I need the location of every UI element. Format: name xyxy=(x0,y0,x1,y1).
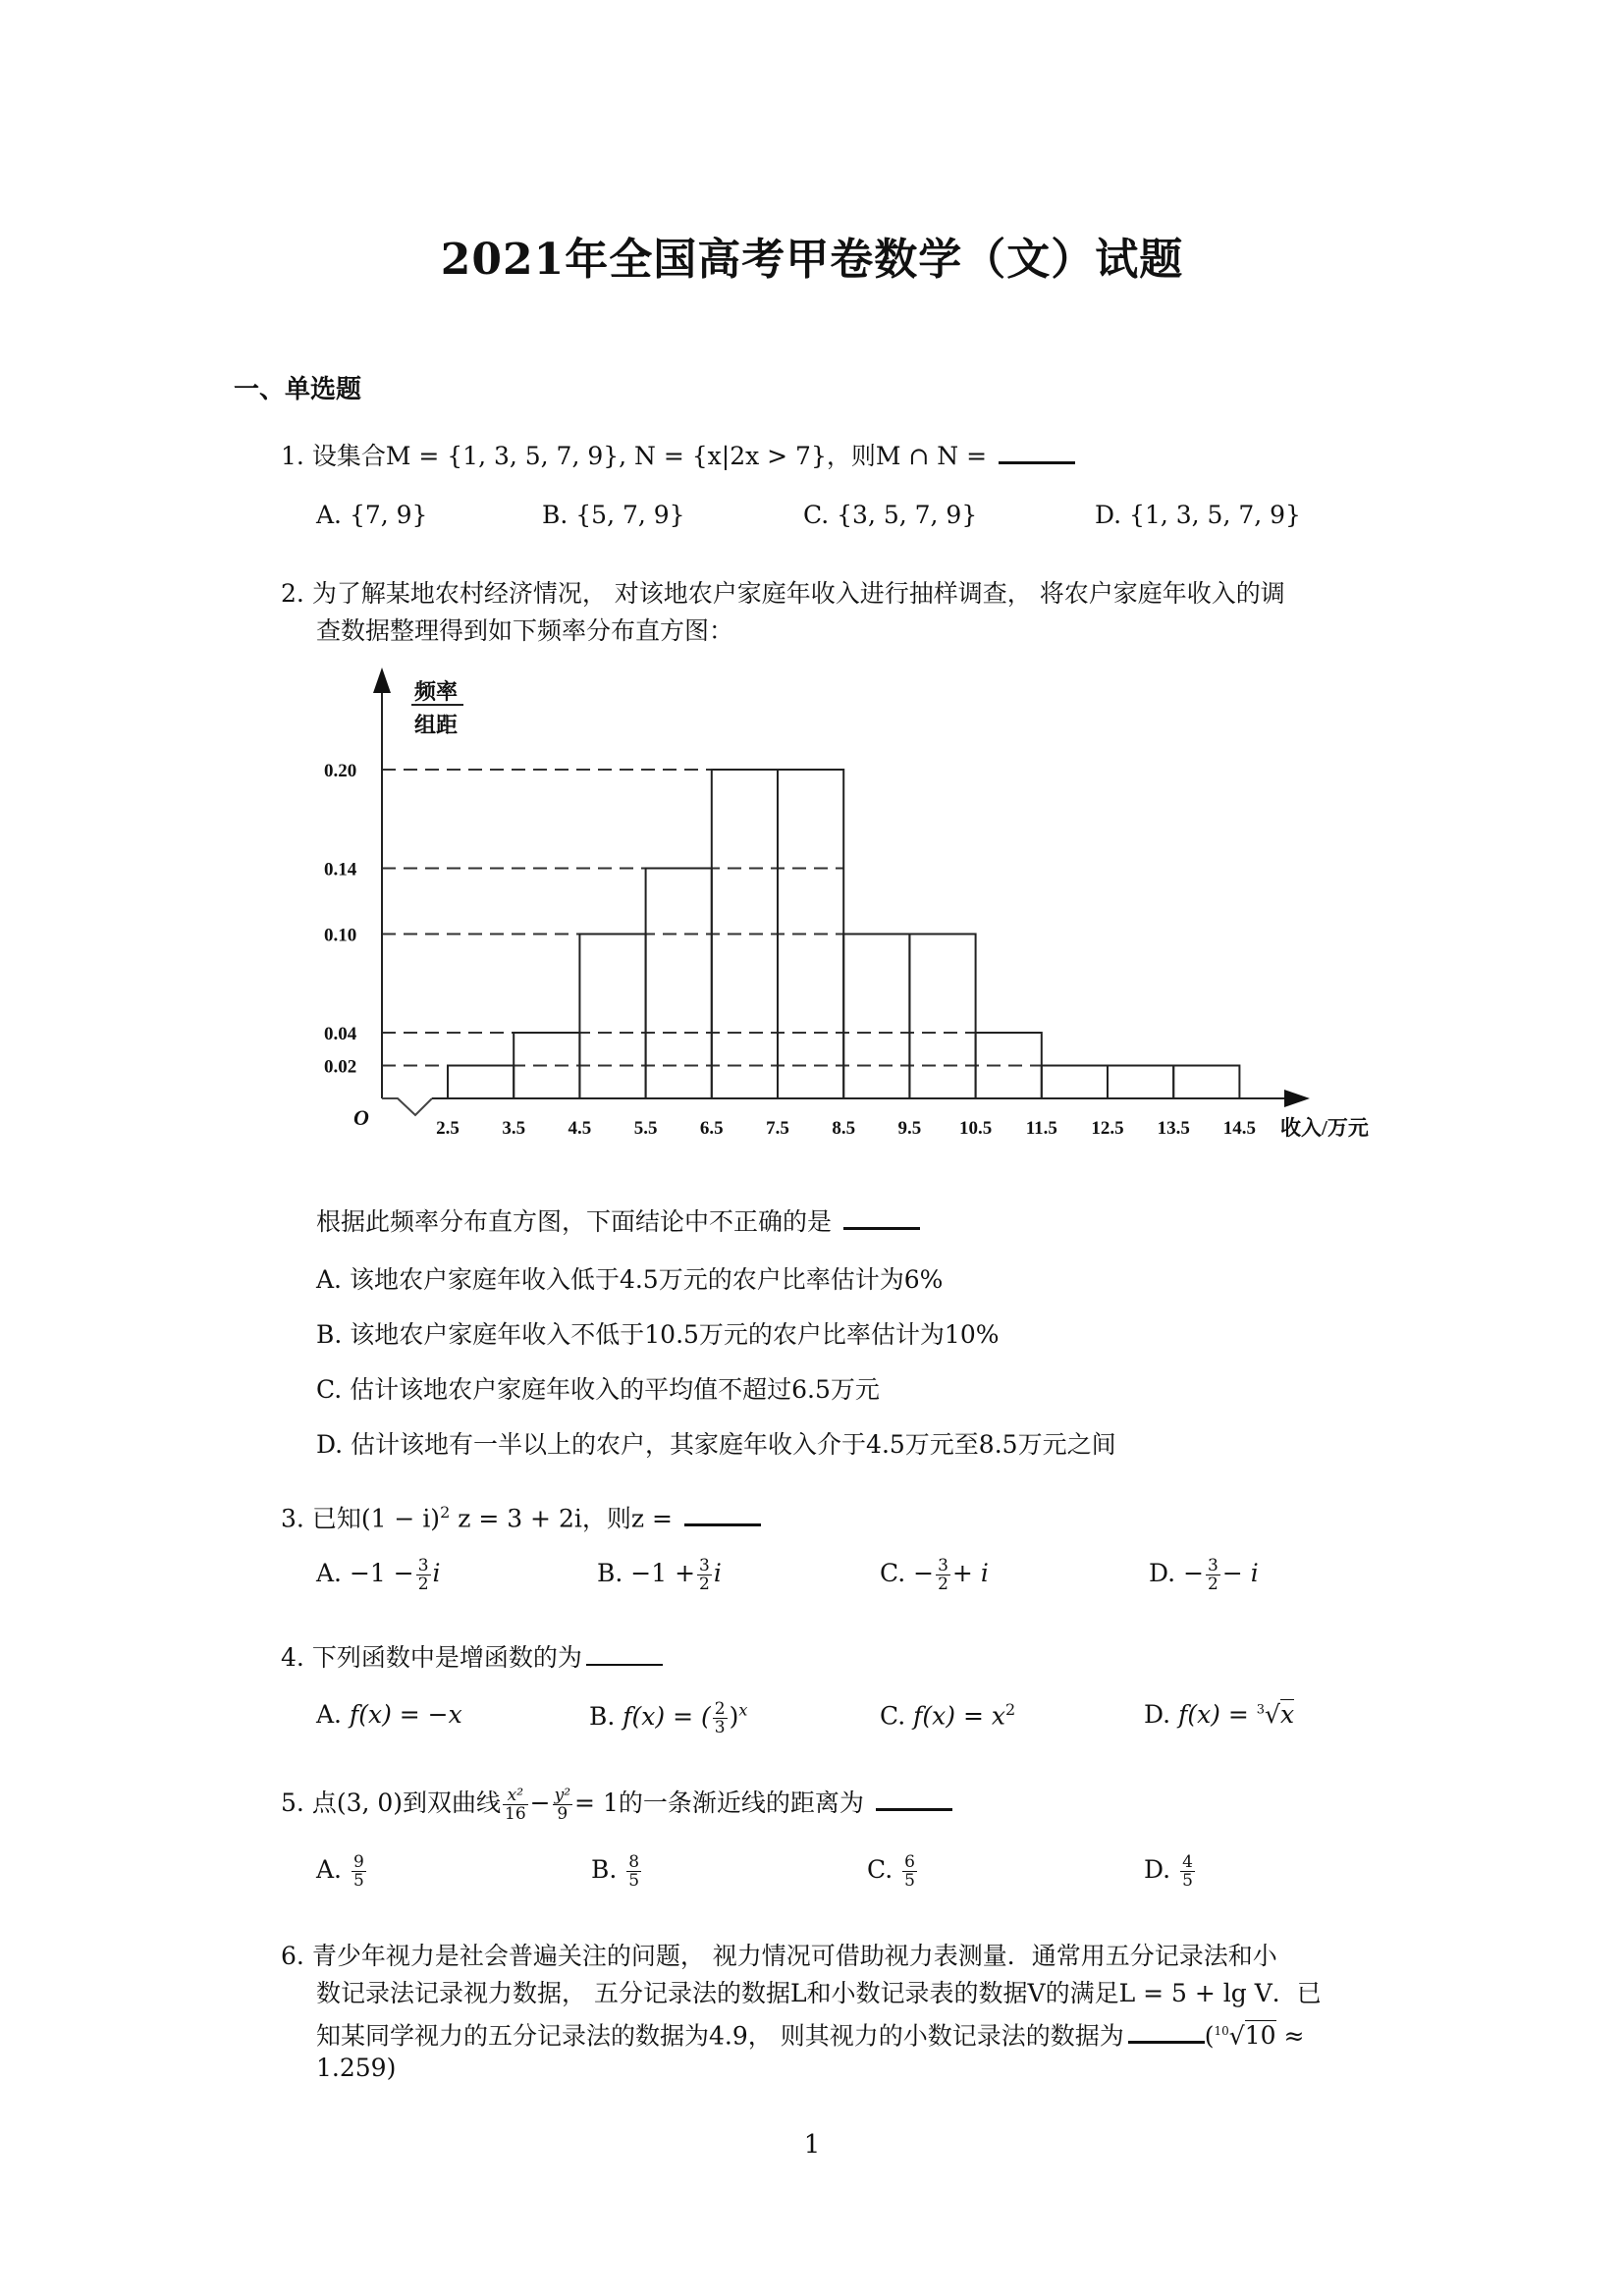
numerator: 3 xyxy=(938,1556,948,1575)
numerator: 8 xyxy=(628,1852,640,1872)
y-tick-label: 0.02 xyxy=(324,1056,357,1078)
question-stem-line2: 查数据整理得到如下频率分布直方图： xyxy=(316,616,734,645)
option-label: B. xyxy=(591,1855,618,1884)
question-1 xyxy=(281,438,1075,475)
question-number: 1. xyxy=(281,442,304,470)
denominator: 2 xyxy=(938,1575,948,1594)
numerator: 2 xyxy=(714,1699,726,1719)
question-4 xyxy=(281,1639,663,1677)
x-tick-label: 4.5 xyxy=(568,1118,592,1139)
root-index: 10 xyxy=(1214,2024,1229,2038)
numerator: 4 xyxy=(1182,1852,1193,1872)
histogram-bar xyxy=(1042,1066,1108,1099)
numerator: 9 xyxy=(352,1852,364,1872)
root-index: 3 xyxy=(1256,1702,1266,1718)
x-axis-arrow-icon xyxy=(1284,1090,1310,1107)
q5-option-b xyxy=(591,1853,643,1890)
option-label: A. xyxy=(316,1700,343,1729)
stem-line3-text: 知某同学视力的五分记录法的数据为4.9， 则其视力的小数记录法的数据为 xyxy=(316,2021,1124,2051)
q4-option-c xyxy=(880,1700,1015,1730)
option-post: + i xyxy=(951,1559,989,1587)
option-pre: − xyxy=(913,1559,935,1587)
option-label: C. xyxy=(880,1701,906,1731)
denominator: 5 xyxy=(628,1871,640,1891)
q4-option-d xyxy=(1144,1700,1294,1729)
y-axis-arrow-icon xyxy=(373,667,391,693)
q1-option-a: A. {7, 9} xyxy=(316,501,428,529)
follow-up-text: 根据此频率分布直方图，下面结论中不正确的是 xyxy=(316,1207,833,1236)
q1-option-b: B. {5, 7, 9} xyxy=(542,501,685,529)
y-tick-label: 0.14 xyxy=(324,859,357,881)
y-tick-label: 0.04 xyxy=(324,1024,357,1044)
option-post: i xyxy=(713,1559,722,1587)
question-stem: 下列函数中是增函数的为 xyxy=(311,1643,582,1672)
option-label: D. xyxy=(1144,1700,1171,1729)
option-label: B. xyxy=(589,1702,616,1731)
stem-line3 xyxy=(316,2012,1304,2055)
denominator: 3 xyxy=(714,1718,726,1737)
histogram-bar xyxy=(1173,1066,1239,1099)
option-formula: f(x) = −x xyxy=(349,1700,462,1729)
stem-line2: 数记录法记录视力数据， 五分记录法的数据L和小数记录表的数据V的满足L = 5 + lg V．已 xyxy=(316,1979,1322,2007)
x-tick-label: 14.5 xyxy=(1222,1118,1257,1139)
q1-option-d: D. {1, 3, 5, 7, 9} xyxy=(1095,501,1301,529)
denominator: 5 xyxy=(1182,1871,1193,1891)
x-tick-label: 13.5 xyxy=(1157,1118,1190,1139)
y-axis-label-numerator: 频率 xyxy=(414,679,459,704)
q2-follow-up xyxy=(316,1203,920,1241)
q3-option-c xyxy=(880,1557,989,1593)
q2-option-d: D. 估计该地有一半以上的农户，其家庭年收入介于4.5万元至8.5万元之间 xyxy=(316,1430,1116,1459)
x-axis-label: 收入/万元 xyxy=(1280,1116,1369,1140)
fraction xyxy=(416,1557,431,1593)
q3-option-a xyxy=(316,1557,441,1593)
option-label: C. xyxy=(867,1855,893,1884)
question-number: 5. xyxy=(281,1789,304,1817)
option-label: D. xyxy=(1149,1559,1176,1587)
paren-open: ( xyxy=(1204,2021,1215,2051)
q1-option-c: C. {3, 5, 7, 9} xyxy=(803,501,978,529)
q3-option-b xyxy=(597,1557,722,1593)
numerator: 3 xyxy=(417,1556,429,1575)
approx-sign: ≈ xyxy=(1275,2021,1305,2051)
q5-option-d xyxy=(1144,1853,1197,1890)
option-label: C. xyxy=(880,1559,906,1587)
x-tick-label: 10.5 xyxy=(958,1118,993,1139)
numerator: 3 xyxy=(1208,1556,1218,1575)
x-tick-label: 2.5 xyxy=(436,1118,460,1139)
denominator: 9 xyxy=(557,1804,568,1824)
question-5 xyxy=(281,1785,952,1823)
x-tick-label: 8.5 xyxy=(832,1118,856,1139)
q5-option-c xyxy=(867,1853,919,1890)
stem-exponent: 2 xyxy=(440,1503,451,1522)
denominator: 5 xyxy=(352,1871,364,1891)
histogram-bar xyxy=(712,770,778,1098)
fraction xyxy=(1206,1557,1220,1593)
fraction xyxy=(902,1853,917,1890)
page-title: 2021年全国高考甲卷数学（文）试题 xyxy=(440,235,1184,285)
answer-blank xyxy=(999,440,1075,464)
denominator: 5 xyxy=(904,1871,915,1891)
question-number: 4. xyxy=(281,1643,304,1672)
fraction xyxy=(1180,1853,1195,1890)
denominator: 2 xyxy=(417,1575,429,1594)
q2-option-a: A. 该地农户家庭年收入低于4.5万元的农户比率估计为6% xyxy=(316,1265,944,1294)
fraction xyxy=(713,1700,728,1736)
q2-option-c: C. 估计该地农户家庭年收入的平均值不超过6.5万元 xyxy=(316,1375,880,1404)
axis-break xyxy=(382,1098,432,1115)
option-pre: f(x) = xyxy=(1178,1700,1257,1729)
option-post: ) xyxy=(729,1702,739,1731)
page-number: 1 xyxy=(803,2130,821,2160)
option-post: − i xyxy=(1221,1559,1259,1587)
option-exponent: x xyxy=(738,1700,748,1720)
histogram-bar xyxy=(579,934,645,1099)
answer-blank xyxy=(876,1787,952,1811)
option-pre: −1 + xyxy=(630,1559,696,1587)
fraction xyxy=(352,1853,366,1890)
x-tick-label: 12.5 xyxy=(1091,1118,1124,1139)
radical-sign: √ xyxy=(1265,1700,1280,1729)
stem-prefix: 已知(1 − i) xyxy=(311,1504,441,1533)
option-label: B. xyxy=(597,1559,623,1587)
denominator: 2 xyxy=(1208,1575,1218,1594)
q4-option-a xyxy=(316,1700,462,1729)
fraction xyxy=(503,1787,528,1823)
q2-option-b: B. 该地农户家庭年收入不低于10.5万元的农户比率估计为10% xyxy=(316,1320,1000,1349)
histogram-bar xyxy=(843,934,909,1099)
stem-suffix: = 1的一条渐近线的距离为 xyxy=(574,1789,864,1817)
answer-blank xyxy=(1128,2019,1205,2044)
x-tick-label: 11.5 xyxy=(1025,1118,1057,1139)
question-number: 3. xyxy=(281,1504,304,1533)
fraction xyxy=(936,1557,950,1593)
y-axis-label-denominator: 组距 xyxy=(414,713,459,737)
x-tick-label: 3.5 xyxy=(502,1118,526,1139)
y-tick-label: 0.10 xyxy=(324,925,357,946)
numerator: x² xyxy=(503,1787,528,1805)
question-3 xyxy=(281,1494,761,1537)
histogram-bar xyxy=(448,1066,514,1099)
histogram-bar xyxy=(646,869,712,1099)
section-heading: 一、单选题 xyxy=(234,375,362,404)
q3-option-d xyxy=(1149,1557,1259,1593)
stem-line4: 1.259) xyxy=(316,2054,397,2082)
fraction xyxy=(626,1853,641,1890)
option-post: i xyxy=(432,1559,441,1587)
numerator: 6 xyxy=(904,1852,915,1872)
histogram-bar xyxy=(778,770,843,1098)
x-tick-label: 5.5 xyxy=(633,1118,658,1139)
histogram-bar xyxy=(909,934,975,1099)
numerator: 3 xyxy=(699,1556,710,1575)
denominator: 2 xyxy=(699,1575,710,1594)
y-tick-label: 0.20 xyxy=(324,761,357,781)
question-number: 2. xyxy=(281,579,304,608)
option-pre: −1 − xyxy=(349,1559,414,1587)
stem-line1: 青少年视力是社会普遍关注的问题， 视力情况可借助视力表测量．通常用五分记录法和小 xyxy=(311,1942,1277,1970)
x-tick-label: 6.5 xyxy=(699,1118,724,1139)
q5-option-a xyxy=(316,1853,368,1890)
option-label: D. xyxy=(1144,1855,1171,1884)
question-stem: 设集合M = {1, 3, 5, 7, 9}, N = {x|2x > 7}，则M ∩ N = xyxy=(311,442,988,470)
numerator: y² xyxy=(554,1786,571,1805)
option-exponent: 2 xyxy=(1004,1700,1016,1719)
option-pre: − xyxy=(1183,1559,1205,1587)
fraction xyxy=(697,1557,712,1593)
q4-option-b xyxy=(589,1700,747,1736)
radicand: 10 xyxy=(1244,2021,1276,2051)
stem-prefix: 点(3, 0)到双曲线 xyxy=(311,1789,502,1817)
option-pre: f(x) = ( xyxy=(623,1702,711,1731)
frequency-histogram xyxy=(295,648,1394,1158)
option-label: A. xyxy=(316,1855,343,1884)
stem-suffix: z = 3 + 2i，则z = xyxy=(450,1504,673,1533)
question-number: 6. xyxy=(281,1942,304,1970)
origin-label: O xyxy=(353,1105,369,1130)
answer-blank xyxy=(843,1205,920,1230)
x-tick-label: 9.5 xyxy=(897,1118,922,1139)
histogram-bar xyxy=(1108,1066,1173,1099)
answer-blank xyxy=(586,1642,663,1666)
option-label: A. xyxy=(316,1559,343,1587)
answer-blank xyxy=(684,1502,761,1526)
option-pre: f(x) = x xyxy=(913,1701,1005,1731)
radical-sign: √ xyxy=(1228,2021,1245,2051)
fraction xyxy=(553,1787,572,1823)
minus-sign: − xyxy=(529,1789,551,1817)
radicand: x xyxy=(1279,1700,1295,1729)
question-2 xyxy=(281,575,1285,613)
x-tick-label: 7.5 xyxy=(766,1118,789,1139)
denominator: 16 xyxy=(505,1804,526,1824)
question-6 xyxy=(281,1938,1277,1975)
question-stem-line1: 为了解某地农村经济情况， 对该地农户家庭年收入进行抽样调查， 将农户家庭年收入的调 xyxy=(311,579,1285,608)
